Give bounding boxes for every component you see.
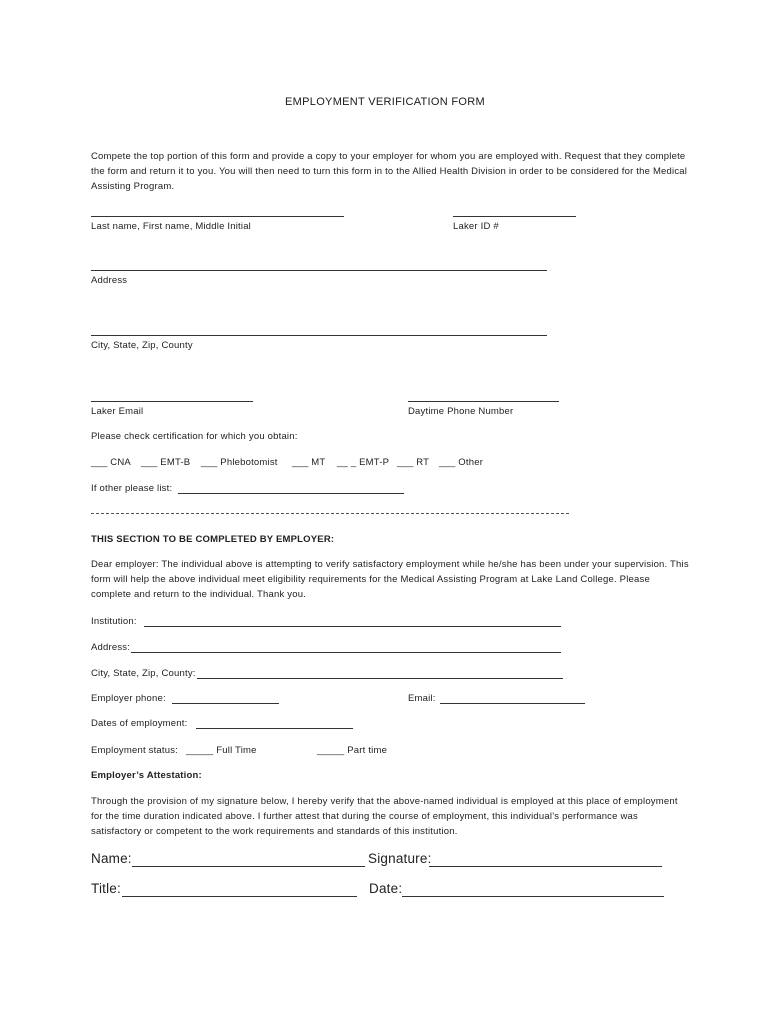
employer-note: Dear employer: The individual above is attempting to verify satisfactory employment while he/she has been under your supervision. This form will help the above individual meet eligibility requirements for the Medical Assisting Program at Lake Land College. Please complete and return to the individual. Thank you. (91, 559, 689, 600)
signature-label: Signature: (368, 851, 432, 866)
certification-prompt: Please check certification for which you obtain: (91, 431, 298, 442)
other-list-label: If other please list: (91, 483, 173, 494)
cert-option-cna[interactable]: ___ CNA (91, 457, 131, 468)
other-list-line[interactable] (178, 493, 404, 494)
cert-option-rt[interactable]: ___ RT (397, 457, 430, 468)
laker-id-label: Laker ID # (453, 221, 499, 232)
address-label: Address (91, 275, 128, 286)
part-time-option[interactable]: _____ Part time (317, 745, 388, 756)
dates-label: Dates of employment: (91, 718, 188, 729)
attestation-text: Through the provision of my signature below, I hereby verify that the above-named individual is employed at this place of employment for the time duration indicated above. I further attest that during the course of employment, this individual’s performance was satisfactory or competent to the work requirements and standards of this institution. (91, 796, 678, 837)
full-time-option[interactable]: _____ Full Time (186, 745, 257, 756)
signer-title-label: Title: (91, 881, 121, 896)
signer-title-line[interactable] (122, 896, 357, 897)
signer-name-line[interactable] (132, 866, 365, 867)
form-title: EMPLOYMENT VERIFICATION FORM (285, 96, 485, 108)
phone-line[interactable] (408, 401, 559, 402)
employer-email-line[interactable] (440, 703, 585, 704)
dates-line[interactable] (196, 728, 353, 729)
cert-option-other[interactable]: ___ Other (439, 457, 484, 468)
address-line[interactable] (91, 270, 547, 271)
phone-label: Daytime Phone Number (408, 406, 514, 417)
laker-email-line[interactable] (91, 401, 253, 402)
cert-option-mt[interactable]: ___ MT (292, 457, 326, 468)
city-label: City, State, Zip, County (91, 340, 193, 351)
city-line[interactable] (91, 335, 547, 336)
name-label: Last name, First name, Middle Initial (91, 221, 251, 232)
date-label: Date: (369, 881, 403, 896)
institution-label: Institution: (91, 616, 137, 627)
employer-address-line[interactable] (131, 652, 561, 653)
cert-option-emt-b[interactable]: ___ EMT-B (141, 457, 191, 468)
date-line[interactable] (402, 896, 664, 897)
institution-line[interactable] (144, 626, 561, 627)
employer-city-label: City, State, Zip, County: (91, 668, 196, 679)
employer-address-label: Address: (91, 642, 131, 653)
cert-option-phlebotomist[interactable]: ___ Phlebotomist (201, 457, 278, 468)
employer-phone-line[interactable] (172, 703, 279, 704)
signer-name-label: Name: (91, 851, 132, 866)
cert-option-emt-p[interactable]: __ _ EMT-P (337, 457, 390, 468)
attestation-heading: Employer’s Attestation: (91, 770, 202, 781)
employer-email-label: Email: (408, 693, 436, 704)
laker-id-line[interactable] (453, 216, 576, 217)
intro-paragraph: Compete the top portion of this form and provide a copy to your employer for whom you are employed with. Request that they complete the form and return it to you. You will then need to turn this form in to the Allied Health Division in order to be considered for the Medical Assisting Program. (91, 151, 688, 192)
signature-line[interactable] (429, 866, 662, 867)
employment-status-label: Employment status: (91, 745, 179, 756)
name-line[interactable] (91, 216, 344, 217)
employer-city-line[interactable] (197, 678, 563, 679)
employer-phone-label: Employer phone: (91, 693, 166, 704)
laker-email-label: Laker Email (91, 406, 144, 417)
employer-section-heading: THIS SECTION TO BE COMPLETED BY EMPLOYER: (91, 534, 335, 545)
section-divider (91, 513, 569, 514)
